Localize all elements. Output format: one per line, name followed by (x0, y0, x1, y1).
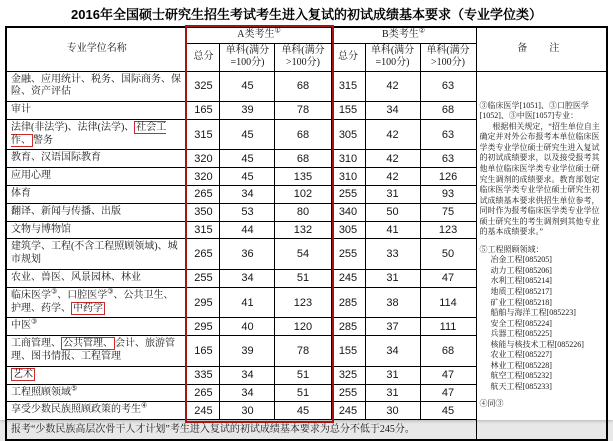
program-name-text: 应用心理 (10, 170, 51, 182)
score-cell: 305 (331, 221, 365, 239)
engineering-field-item: 兵器工程[085225] (490, 329, 552, 339)
score-cell: 63 (420, 71, 476, 102)
program-name-cell (6, 119, 187, 150)
score-cell: 315 (331, 71, 365, 102)
score-cell: 42 (365, 168, 420, 186)
score-cell: 33 (365, 239, 420, 270)
score-cell: 255 (187, 270, 220, 288)
score-cell: 265 (187, 384, 220, 402)
program-name-cell (6, 287, 187, 318)
program-name-cell (6, 71, 187, 102)
footnote-marker: ③ (50, 287, 58, 296)
footnote-marker: ④ (140, 402, 148, 411)
score-cell: 34 (365, 336, 420, 367)
score-cell: 310 (331, 168, 365, 186)
score-cell: 68 (420, 102, 476, 120)
score-cell: 38 (365, 287, 420, 318)
score-cell: 50 (365, 203, 420, 221)
engineering-fields-list (480, 255, 604, 392)
score-cell: 320 (187, 168, 220, 186)
score-cell: 31 (365, 384, 420, 402)
score-cell: 68 (275, 71, 331, 102)
score-cell: 42 (365, 150, 420, 168)
score-cell: 44 (220, 221, 275, 239)
col-header-remark: 备 注 (476, 27, 607, 71)
program-name-text: 农业、兽医、风景园林、林业 (10, 272, 141, 284)
program-name-text: 、公共卫生、护理、药学、 (10, 289, 174, 314)
program-name-cell (6, 402, 187, 420)
score-cell: 255 (331, 186, 365, 204)
score-cell: 285 (331, 287, 365, 318)
program-name-text: 工商管理、 (10, 338, 61, 350)
program-name-cell (6, 270, 187, 288)
engineering-field-item: 船舶与海洋工程[085223] (490, 308, 576, 318)
score-cell: 335 (187, 366, 220, 384)
score-cell: 47 (420, 384, 476, 402)
score-cell: 36 (220, 239, 275, 270)
col-header-a-sub100plus: 单科(满分>100分) (275, 43, 331, 71)
program-name-text: 临床医学 (10, 289, 51, 301)
program-name-text: 体育 (10, 188, 31, 200)
footnote-text: 报考“少数民族高层次骨干人才计划”考生进入复试的初试成绩基本要求为总分不低于245分。 (6, 420, 476, 441)
remark-note3-title: ③临床医学[1051]、③口腔医学[1052]、③中医[1057]专业： (479, 100, 589, 121)
col-header-b-sub100: 单科(满分=100分) (365, 43, 420, 71)
score-cell: 265 (187, 186, 220, 204)
score-cell: 47 (420, 366, 476, 384)
score-cell: 68 (275, 119, 331, 150)
score-cell: 155 (331, 336, 365, 367)
score-cell: 34 (220, 366, 275, 384)
score-cell: 53 (220, 203, 275, 221)
engineering-field-item: 农业工程[085227] (490, 350, 552, 360)
program-name-text: 建筑学、工程(不含工程照顾领域)、城市规划 (10, 241, 178, 266)
score-cell: 265 (187, 239, 220, 270)
score-cell: 42 (365, 71, 420, 102)
score-cell: 41 (220, 287, 275, 318)
col-header-a-sub100: 单科(满分=100分) (220, 43, 275, 71)
score-cell: 325 (187, 71, 220, 102)
score-cell: 45 (420, 402, 476, 420)
score-cell: 310 (331, 150, 365, 168)
engineering-field-item: 林业工程[085228] (490, 360, 552, 370)
score-cell: 123 (275, 287, 331, 318)
score-cell: 320 (187, 150, 220, 168)
score-cell: 114 (420, 287, 476, 318)
score-cell: 41 (365, 221, 420, 239)
program-name-cell (6, 318, 187, 336)
score-cell: 45 (220, 71, 275, 102)
score-cell: 165 (187, 102, 220, 120)
score-cell: 54 (275, 239, 331, 270)
score-cell: 51 (275, 270, 331, 288)
program-name-text: 翻译、新闻与传播、出版 (10, 205, 121, 217)
group-a-label: A类考生 (237, 29, 275, 40)
score-cell: 295 (187, 287, 220, 318)
red-annotation-box: 公共管理、 (62, 338, 113, 350)
score-cell: 34 (220, 186, 275, 204)
engineering-field-item: 动力工程[085206] (490, 265, 552, 275)
footnote-marker: ③ (107, 287, 114, 296)
program-name-text: 审计 (10, 104, 31, 116)
program-name-cell (6, 150, 187, 168)
col-header-group-b (331, 27, 476, 43)
col-header-b-sub100plus: 单科(满分>100分) (420, 43, 476, 71)
score-cell: 305 (331, 119, 365, 150)
score-cell: 31 (365, 366, 420, 384)
red-annotation-box: 艺术 (12, 368, 33, 380)
score-cell: 31 (365, 186, 420, 204)
program-name-text: 法律(非法学)、法律(法学)、 (10, 121, 135, 133)
score-cell: 42 (365, 119, 420, 150)
score-cell: 132 (275, 221, 331, 239)
score-cell: 245 (187, 402, 220, 420)
program-name-text: 教育、汉语国际教育 (10, 152, 101, 164)
remark-note4: ④同③ (479, 399, 504, 409)
score-cell: 102 (275, 186, 331, 204)
col-header-a-total: 总分 (187, 43, 220, 71)
col-header-program: 专业学位名称 (6, 27, 187, 71)
score-cell: 340 (331, 203, 365, 221)
program-name-cell (6, 366, 187, 384)
score-cell: 50 (420, 239, 476, 270)
engineering-field-item: 冶金工程[085205] (490, 255, 552, 265)
program-name-text: 享受少数民族照顾政策的考生 (10, 404, 141, 416)
program-name-cell (6, 221, 187, 239)
footnote-marker: ② (418, 26, 425, 35)
score-cell: 63 (420, 150, 476, 168)
table-body (6, 71, 607, 440)
score-cell: 93 (420, 186, 476, 204)
score-cell: 45 (275, 402, 331, 420)
footnote-marker: ⑤ (70, 384, 78, 393)
score-cell: 75 (420, 203, 476, 221)
score-cell: 78 (275, 336, 331, 367)
score-cell: 165 (187, 336, 220, 367)
program-name-text: 警务 (32, 134, 53, 146)
footnote-marker: ③ (30, 318, 38, 327)
score-cell: 245 (331, 270, 365, 288)
engineering-field-item: 航空工程[085232] (490, 371, 552, 381)
page-title: 2016年全国硕士研究生招生考试考生进入复试的初试成绩基本要求（专业学位类） (71, 7, 542, 22)
score-cell: 295 (187, 318, 220, 336)
score-cell: 34 (365, 102, 420, 120)
engineering-field-item: 核能与核技术工程[085226] (490, 339, 584, 349)
engineering-field-item: 航天工程[085233] (490, 381, 552, 391)
program-name-text: 、口腔医学 (57, 289, 108, 301)
program-name-cell (6, 384, 187, 402)
score-cell: 315 (187, 119, 220, 150)
engineering-field-item: 安全工程[085224] (490, 318, 552, 328)
remark-note3-body: 根据相关规定，“招生单位自主确定并对外公布报考本单位临床医学类专业学位硕士研究生进入复试的初试成绩要求，以及接受报考其他单位临床医学类专业学位硕士研究生调剂的成绩要求。教育部划定临床医学类专业学位硕士研究生初试成绩基本要求供招生单位参考，同时作为报考临床医学类专业学位硕士研究生的考生调剂到其他专业的基本成绩要求。” (479, 121, 600, 237)
program-name-cell (6, 168, 187, 186)
score-cell: 78 (275, 102, 331, 120)
program-name-cell (6, 186, 187, 204)
header-row-groups (6, 27, 607, 43)
score-cell: 155 (331, 102, 365, 120)
program-name-text: 金融、应用统计、税务、国际商务、保险、资产评估 (10, 73, 181, 98)
score-cell: 123 (420, 221, 476, 239)
program-name-text: 文物与博物馆 (10, 223, 71, 235)
col-header-b-total: 总分 (331, 43, 365, 71)
score-cell: 285 (331, 318, 365, 336)
score-cell: 126 (420, 168, 476, 186)
score-cell: 350 (187, 203, 220, 221)
program-name-text: 会计、旅游管理、图书情报、工程管理 (10, 338, 175, 363)
engineering-field-item: 水利工程[085214] (490, 276, 552, 286)
red-annotation-box: 社会工作、 (10, 121, 167, 146)
score-cell: 39 (220, 336, 275, 367)
score-cell: 315 (187, 221, 220, 239)
score-cell: 63 (420, 119, 476, 150)
score-cell: 111 (420, 318, 476, 336)
group-b-label: B类考生 (382, 29, 419, 40)
score-table (5, 26, 608, 441)
score-cell: 37 (365, 318, 420, 336)
score-cell: 39 (220, 102, 275, 120)
table-row (6, 71, 607, 102)
score-cell: 47 (420, 270, 476, 288)
score-cell: 45 (220, 168, 275, 186)
score-cell: 31 (365, 270, 420, 288)
footnote-marker: ① (274, 26, 281, 35)
score-cell: 120 (275, 318, 331, 336)
program-name-cell (6, 239, 187, 270)
program-name-text: 中医 (10, 320, 31, 332)
remark-note5-title: ⑤工程照顾领域： (479, 244, 544, 254)
remark-cell (476, 71, 607, 440)
col-header-group-a (187, 27, 331, 43)
score-cell: 80 (275, 203, 331, 221)
score-cell: 45 (220, 119, 275, 150)
score-cell: 30 (365, 402, 420, 420)
score-cell: 40 (220, 318, 275, 336)
score-cell: 68 (420, 336, 476, 367)
score-cell: 34 (220, 270, 275, 288)
score-cell: 30 (220, 402, 275, 420)
program-name-cell (6, 336, 187, 367)
score-cell: 51 (275, 366, 331, 384)
score-cell: 34 (220, 384, 275, 402)
program-name-cell (6, 203, 187, 221)
score-cell: 245 (331, 402, 365, 420)
score-cell: 68 (275, 150, 331, 168)
score-cell: 255 (331, 384, 365, 402)
engineering-field-item: 地质工程[085217] (490, 287, 552, 296)
red-annotation-box: 中药学 (72, 302, 103, 314)
score-cell: 51 (275, 384, 331, 402)
score-cell: 135 (275, 168, 331, 186)
program-name-cell (6, 102, 187, 120)
engineering-field-item: 矿业工程[085218] (490, 297, 552, 307)
score-cell: 255 (331, 239, 365, 270)
program-name-text: 工程照顾领域 (10, 386, 71, 398)
score-cell: 45 (220, 150, 275, 168)
score-cell: 325 (331, 366, 365, 384)
